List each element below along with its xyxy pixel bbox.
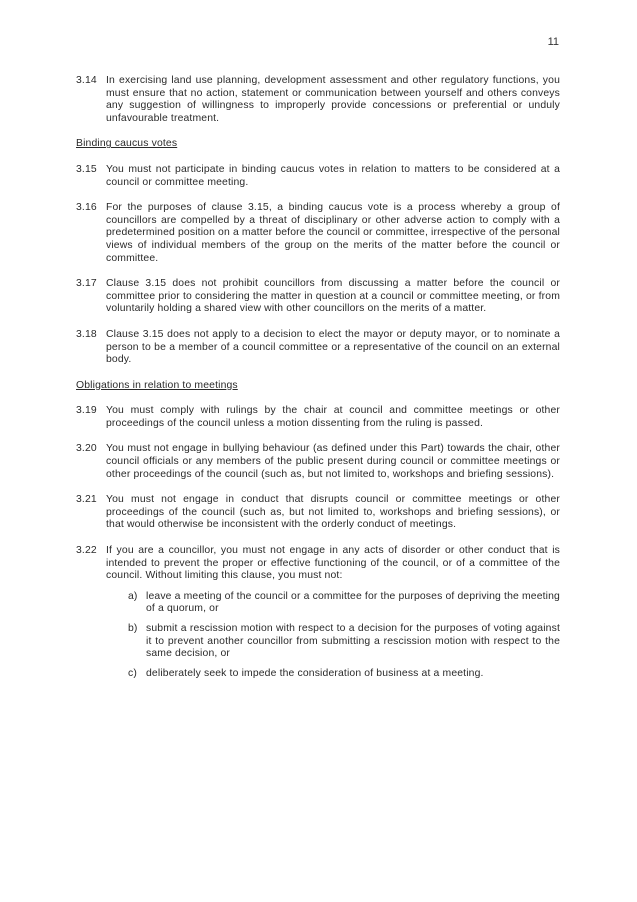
clause-number: 3.20 <box>76 443 97 455</box>
page-number: 11 <box>547 36 559 48</box>
clause-number: 3.15 <box>76 163 97 175</box>
clause-3-21 <box>76 494 560 532</box>
clause-3-19 <box>76 405 560 430</box>
list-item-text: deliberately seek to impede the consideration of business at a meeting. <box>146 667 484 679</box>
clause-text: You must not engage in conduct that disrupts council or committee meetings or other proceedings of the council (such as, but not limited to, workshops and briefing sessions), or that would otherwise be inconsistent with the orderly conduct of meetings. <box>106 494 560 531</box>
list-item-letter: c) <box>128 667 137 679</box>
clause-text: You must not participate in binding caucus votes in relation to matters to be considered at a council or committee meeting. <box>106 163 560 188</box>
clause-text: Clause 3.15 does not prohibit councillors from discussing a matter before the council or committee prior to considering the matter in question at a council or committee meeting, or from voluntarily holding a shared view with other councillors on the merits of a matter. <box>106 278 560 315</box>
clause-text: You must comply with rulings by the chair at council and committee meetings or other proceedings of the council unless a motion dissenting from the ruling is passed. <box>106 405 560 429</box>
clause-number: 3.14 <box>76 75 97 86</box>
clause-text: Clause 3.15 does not apply to a decision to elect the mayor or deputy mayor, or to nominate a person to be a member of a council committee or a representative of the council on an external body. <box>106 328 560 366</box>
clause-number: 3.19 <box>76 405 97 417</box>
clause-number: 3.18 <box>76 328 97 340</box>
clause-3-18 <box>76 329 560 367</box>
list-item-text: leave a meeting of the council or a committee for the purposes of depriving the meeting of a quorum, or <box>146 590 560 615</box>
clause-text: For the purposes of clause 3.15, a binding caucus vote is a process whereby a group of councillors are compelled by a threat of disciplinary or other adverse action to comply with a predetermined position on a matter before the council or committee, irrespective of the personal views of individual members of the group on the merits of the matter before the council or committee. <box>106 202 560 264</box>
section-heading-binding-caucus-votes: Binding caucus votes <box>76 138 178 150</box>
sub-item-list <box>106 591 560 681</box>
clause-number: 3.22 <box>76 545 97 557</box>
clause-3-16 <box>76 202 560 265</box>
clause-text: You must not engage in bullying behaviour (as defined under this Part) towards the chair, other council officials or any members of the public present during council or committee meetings or other proceedings of the council (such as, but not limited to, workshops and briefing sessions). <box>106 443 560 480</box>
clause-text: In exercising land use planning, development assessment and other regulatory functions, you must ensure that no action, statement or communication between yourself and others conveys any suggestion of willingness to improperly provide concessions or preferential or unduly unfavourable treatment. <box>106 75 560 124</box>
clause-text: If you are a councillor, you must not engage in any acts of disorder or other conduct that is intended to prevent the proper or effective functioning of the council, or of a committee of the council. Without limiting this clause, you must not: <box>106 545 560 582</box>
clause-number: 3.16 <box>76 202 97 214</box>
clause-3-17 <box>76 278 560 316</box>
list-item <box>128 668 560 681</box>
list-item-letter: b) <box>128 623 138 634</box>
clause-3-20 <box>76 443 560 481</box>
clause-3-15 <box>76 164 560 189</box>
document-body <box>76 75 560 700</box>
clause-number: 3.17 <box>76 278 97 290</box>
clause-3-14 <box>76 75 560 125</box>
list-item <box>128 623 560 661</box>
clause-3-22 <box>76 545 560 687</box>
section-heading-obligations-meetings: Obligations in relation to meetings <box>76 379 238 391</box>
list-item <box>128 591 560 616</box>
list-item-text: submit a rescission motion with respect to a decision for the purposes of voting against it to prevent another councillor from submitting a rescission motion with respect to the same decision, or <box>146 623 560 660</box>
clause-number: 3.21 <box>76 494 97 506</box>
clause-body <box>106 545 560 687</box>
list-item-letter: a) <box>128 590 138 602</box>
